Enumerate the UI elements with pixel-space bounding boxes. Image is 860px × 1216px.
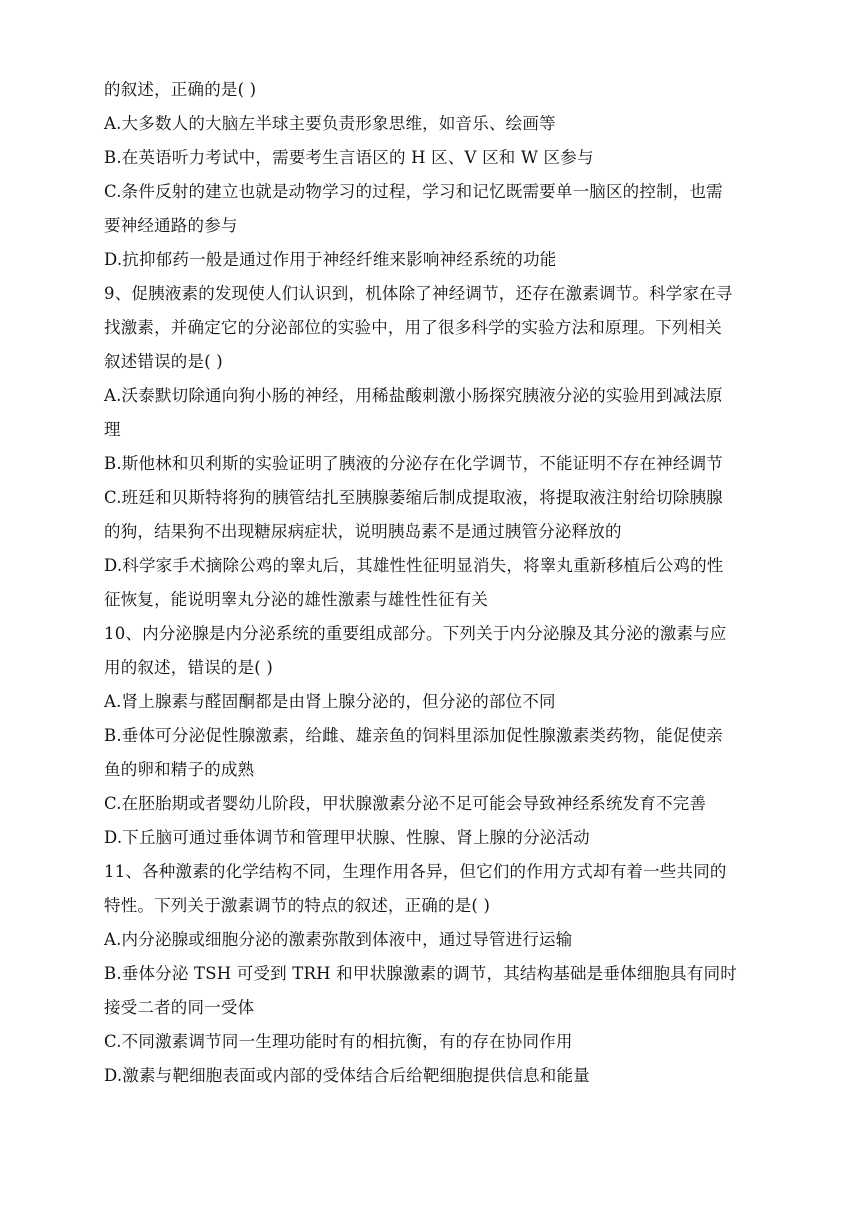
question-8-stem-continued: 的叙述，正确的是( ) [104, 80, 257, 99]
question-11-option-a: A.内分泌腺或细胞分泌的激素弥散到体液中，通过导管进行运输 [104, 930, 573, 949]
question-10-stem-cont: 用的叙述，错误的是( ) [104, 658, 274, 677]
question-9-stem: 9、促胰液素的发现使人们认识到，机体除了神经调节，还存在激素调节。科学家在寻 [104, 284, 733, 303]
question-11-option-d: D.激素与靶细胞表面或内部的受体结合后给靶细胞提供信息和能量 [104, 1066, 590, 1085]
question-8-option-c: C.条件反射的建立也就是动物学习的过程，学习和记忆既需要单一脑区的控制，也需 [104, 182, 723, 201]
question-10-option-a: A.肾上腺素与醛固酮都是由肾上腺分泌的，但分泌的部位不同 [104, 692, 556, 711]
question-10-stem: 10、内分泌腺是内分泌系统的重要组成部分。下列关于内分泌腺及其分泌的激素与应 [104, 624, 727, 643]
question-10-option-c: C.在胚胎期或者婴幼儿阶段，甲状腺激素分泌不足可能会导致神经系统发育不完善 [104, 794, 707, 813]
question-10-option-b: B.垂体可分泌促性腺激素，给雌、雄亲鱼的饲料里添加促性腺激素类药物，能促使亲 [104, 726, 723, 745]
question-9-stem-cont: 找激素，并确定它的分泌部位的实验中，用了很多科学的实验方法和原理。下列相关 [104, 318, 722, 337]
question-9-option-b: B.斯他林和贝利斯的实验证明了胰液的分泌存在化学调节，不能证明不存在神经调节 [104, 454, 723, 473]
question-11-stem-cont: 特性。下列关于激素调节的特点的叙述，正确的是( ) [104, 896, 491, 915]
question-9-option-d-cont: 征恢复，能说明睾丸分泌的雄性激素与雄性性征有关 [104, 590, 489, 609]
question-9-stem-end: 叙述错误的是( ) [104, 352, 223, 371]
question-8-option-a: A.大多数人的大脑左半球主要负责形象思维，如音乐、绘画等 [104, 114, 556, 133]
question-9-option-a-cont: 理 [104, 420, 121, 439]
question-8-option-b: B.在英语听力考试中，需要考生言语区的 H 区、V 区和 W 区参与 [104, 148, 594, 167]
question-9-option-a: A.沃泰默切除通向狗小肠的神经，用稀盐酸刺激小肠探究胰液分泌的实验用到减法原 [104, 386, 723, 405]
question-11-option-b-cont: 接受二者的同一受体 [104, 998, 255, 1017]
question-11-option-b: B.垂体分泌 TSH 可受到 TRH 和甲状腺激素的调节，其结构基础是垂体细胞具有同时 [104, 964, 737, 983]
question-10-option-b-cont: 鱼的卵和精子的成熟 [104, 760, 255, 779]
question-9-option-c-cont: 的狗，结果狗不出现糖尿病症状，说明胰岛素不是通过胰管分泌释放的 [104, 522, 622, 541]
question-9-option-c: C.班廷和贝斯特将狗的胰管结扎至胰腺萎缩后制成提取液，将提取液注射给切除胰腺 [104, 488, 723, 507]
question-9-option-d: D.科学家手术摘除公鸡的睾丸后，其雄性性征明显消失，将睾丸重新移植后公鸡的性 [104, 556, 724, 575]
question-8-option-c-cont: 要神经通路的参与 [104, 216, 238, 235]
question-10-option-d: D.下丘脑可通过垂体调节和管理甲状腺、性腺、肾上腺的分泌活动 [104, 828, 590, 847]
question-8-option-d: D.抗抑郁药一般是通过作用于神经纤维来影响神经系统的功能 [104, 250, 557, 269]
question-11-stem: 11、各种激素的化学结构不同，生理作用各异，但它们的作用方式却有着一些共同的 [104, 862, 727, 881]
question-11-option-c: C.不同激素调节同一生理功能时有的相抗衡，有的存在协同作用 [104, 1032, 573, 1051]
